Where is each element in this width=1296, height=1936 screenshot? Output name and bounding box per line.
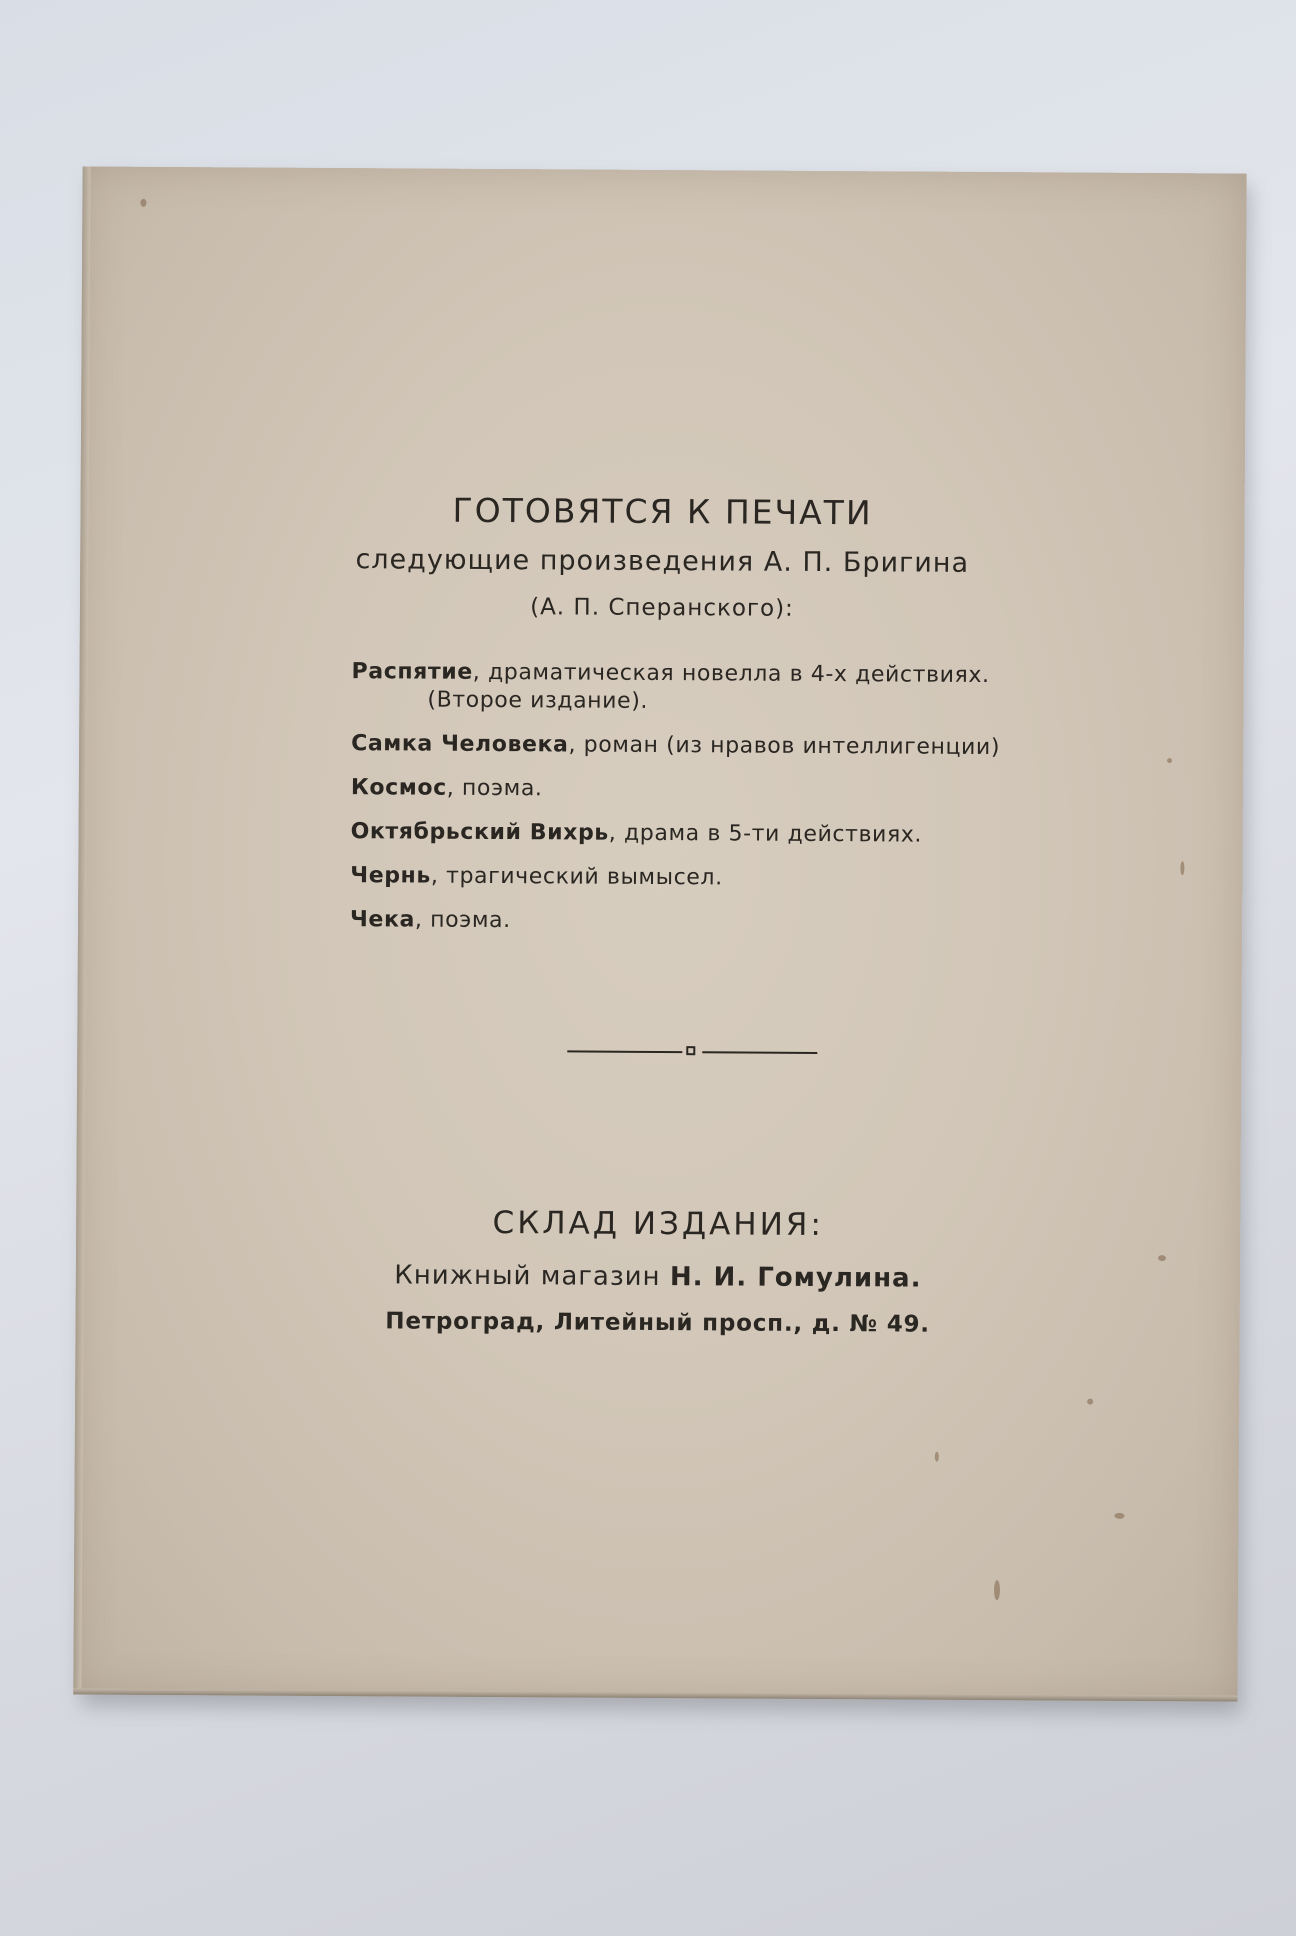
work-description: , поэма. [414, 907, 511, 934]
list-item [351, 774, 1071, 806]
book-back-cover [73, 166, 1246, 1701]
announcement-heading: ГОТОВЯТСЯ К ПЕЧАТИ [452, 490, 873, 533]
bookshop-owner: Н. И. Гомулина. [669, 1262, 922, 1294]
work-title: Октябрьский Вихрь [350, 819, 609, 846]
work-title: Космос [350, 775, 447, 801]
work-title: Чека [350, 907, 416, 933]
bookshop-address: Петроград, Литейный просп., д. № 49. [385, 1308, 930, 1338]
page-left-edge [73, 166, 90, 1694]
paper-stain [994, 1580, 1000, 1600]
divider-line-left [567, 1050, 682, 1053]
bookshop-prefix: Книжный магазин [394, 1260, 670, 1293]
ornamental-divider [567, 1045, 817, 1059]
divider-knot-icon [686, 1046, 695, 1055]
work-title: Самка Человека [351, 731, 569, 758]
list-item [351, 658, 1071, 718]
list-item [351, 818, 1071, 850]
work-description: , драматическая новелла в 4-х действиях. [472, 659, 990, 689]
work-description: , трагический вымысел. [430, 863, 723, 891]
work-description: , драма в 5-ти действиях. [608, 820, 923, 848]
work-description: , поэма. [446, 775, 543, 802]
list-item [350, 906, 1070, 938]
paper-stain [1114, 1513, 1124, 1519]
paper-stain [1180, 861, 1184, 875]
list-item [350, 862, 1070, 894]
works-list [350, 658, 1072, 954]
paper-stain [1167, 758, 1172, 763]
paper-stain [1158, 1255, 1166, 1261]
author-real-name: (А. П. Сперанского): [530, 594, 794, 622]
paper-stain [140, 199, 146, 207]
announcement-subheading: следующие произведения А. П. Бригина [355, 544, 970, 579]
bookshop-line [76, 1258, 1240, 1295]
work-title: Чернь [350, 863, 431, 889]
work-description: , роман (из нравов интеллигенции) [568, 732, 1001, 761]
work-title: Распятие [351, 659, 473, 685]
warehouse-heading: СКЛАД ИЗДАНИЯ: [492, 1204, 824, 1244]
paper-stain [935, 1452, 939, 1462]
work-note: (Второе издание). [427, 687, 649, 714]
list-item [351, 730, 1071, 762]
paper-stain [1087, 1399, 1093, 1405]
divider-line-right [702, 1051, 817, 1054]
